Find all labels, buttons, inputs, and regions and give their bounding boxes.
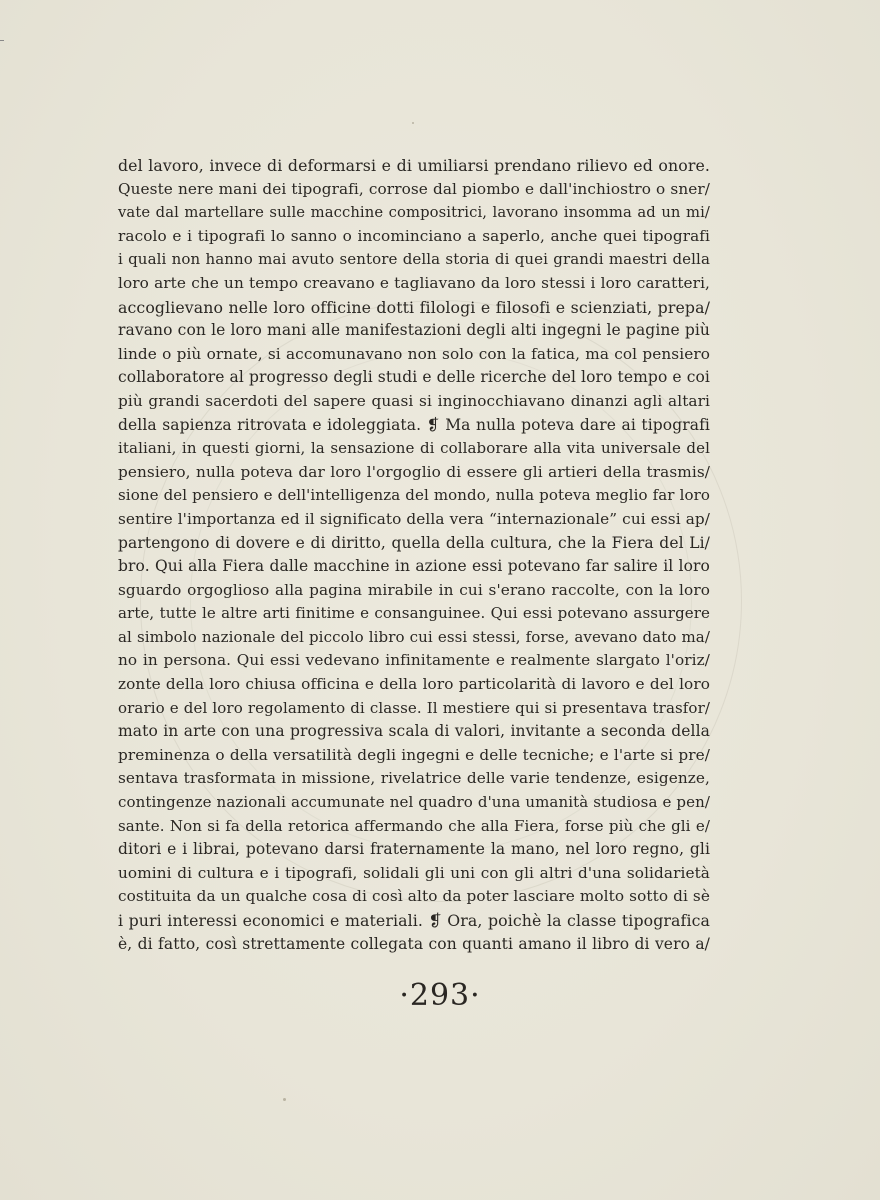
text-line: mato in arte con una progressiva scala di valori, invitante a seconda della bbox=[118, 722, 710, 741]
text-line: della sapienza ritrovata e idoleggiata. ❡ Ma nulla poteva dare ai tipografi bbox=[118, 415, 710, 434]
text-line: loro arte che un tempo creavano e tagliavano da loro stessi i loro caratteri, bbox=[118, 273, 710, 292]
text-line: è, di fatto, così strettamente collegata con quanti amano il libro di vero a/ bbox=[118, 934, 710, 953]
text-line: no in persona. Qui essi vedevano infinitamente e realmente slargato l'oriz/ bbox=[118, 651, 710, 670]
text-line: uomini di cultura e i tipografi, solidali gli uni con gli altri d'una solidarietà bbox=[118, 863, 710, 882]
text-line: i quali non hanno mai avuto sentore della storia di quei grandi maestri della bbox=[118, 250, 710, 269]
text-line: accoglievano nelle loro officine dotti filologi e filosofi e scienziati, prepa/ bbox=[118, 297, 710, 317]
text-line: più grandi sacerdoti del sapere quasi si inginocchiavano dinanzi agli altari bbox=[118, 391, 710, 410]
body-text bbox=[118, 154, 710, 956]
text-line: zonte della loro chiusa officina e della loro particolarità di lavoro e del loro bbox=[118, 675, 710, 694]
text-line: collaboratore al progresso degli studi e delle ricerche del loro tempo e coi bbox=[118, 368, 710, 387]
text-line: vate dal martellare sulle macchine compositrici, lavorano insomma ad un mi/ bbox=[118, 204, 710, 222]
text-line: contingenze nazionali accumunate nel quadro d'una umanità studiosa e pen/ bbox=[118, 793, 710, 812]
margin-mark bbox=[0, 40, 4, 41]
text-line: arte, tutte le altre arti finitime e consanguinee. Qui essi potevano assurgere bbox=[118, 604, 710, 623]
text-line: italiani, in questi giorni, la sensazione di collaborare alla vita universale del bbox=[118, 439, 710, 458]
text-line: preminenza o della versatilità degli ingegni e delle tecniche; e l'arte si pre/ bbox=[118, 745, 710, 764]
text-line: al simbolo nazionale del piccolo libro cui essi stessi, forse, avevano dato ma/ bbox=[118, 627, 710, 646]
text-line: pensiero, nulla poteva dar loro l'orgoglio di essere gli artieri della trasmis/ bbox=[118, 462, 710, 481]
text-line: sentire l'importanza ed il significato della vera “internazionale” cui essi ap/ bbox=[118, 509, 710, 528]
text-line: racolo e i tipografi lo sanno o incominciano a saperlo, anche quei tipografi bbox=[118, 226, 710, 245]
text-line: partengono di dovere e di diritto, quella della cultura, che la Fiera del Li/ bbox=[118, 533, 710, 552]
text-line: linde o più ornate, si accomunavano non solo con la fatica, ma col pensiero bbox=[118, 344, 710, 363]
text-line: orario e del loro regolamento di classe. Il mestiere qui si presentava trasfor/ bbox=[118, 698, 710, 717]
paper-speck bbox=[412, 122, 414, 124]
text-line: costituita da un qualche cosa di così alto da poter lasciare molto sotto di sè bbox=[118, 887, 710, 906]
text-line: ditori e i librai, potevano darsi fraternamente la mano, nel loro regno, gli bbox=[118, 840, 710, 859]
text-line: sante. Non si fa della retorica affermando che alla Fiera, forse più che gli e/ bbox=[118, 816, 710, 835]
text-line: sentava trasformata in missione, rivelatrice delle varie tendenze, esigenze, bbox=[118, 769, 710, 788]
text-line: del lavoro, invece di deformarsi e di umiliarsi prendano rilievo ed onore. bbox=[118, 156, 710, 175]
text-line: i puri interessi economici e materiali. ❡ Ora, poichè la classe tipografica bbox=[118, 911, 710, 930]
text-line: Queste nere mani dei tipografi, corrose dal piombo e dall'inchiostro o sner/ bbox=[118, 179, 710, 198]
page-number: ·293· bbox=[399, 978, 481, 1013]
text-line: bro. Qui alla Fiera dalle macchine in azione essi potevano far salire il loro bbox=[118, 557, 710, 576]
text-line: ravano con le loro mani alle manifestazioni degli alti ingegni le pagine più bbox=[118, 321, 710, 340]
text-line: sguardo orgoglioso alla pagina mirabile in cui s'erano raccolte, con la loro bbox=[118, 580, 710, 599]
text-line: sione del pensiero e dell'intelligenza del mondo, nulla poteva meglio far loro bbox=[118, 486, 710, 505]
paper-speck bbox=[283, 1098, 286, 1101]
